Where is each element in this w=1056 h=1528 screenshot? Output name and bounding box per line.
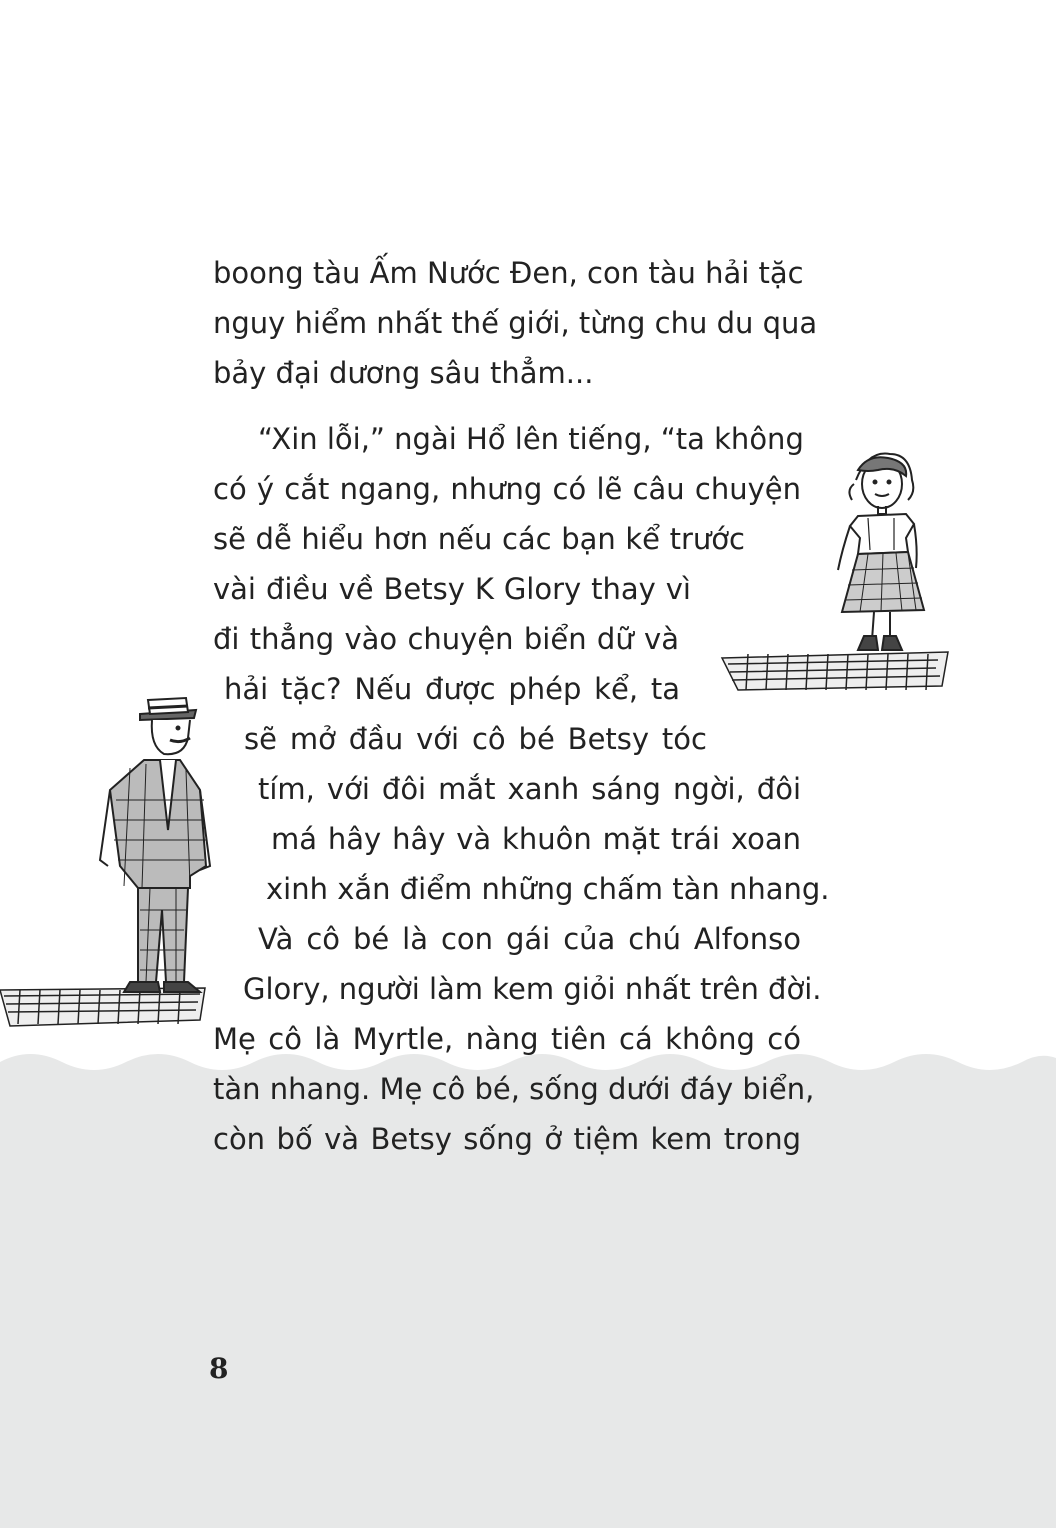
text-line: sẽ dễ hiểu hơn nếu các bạn kể trước bbox=[213, 522, 745, 556]
text-line: có ý cắt ngang, nhưng có lẽ câu chuyện bbox=[213, 472, 801, 506]
man-illustration bbox=[0, 690, 220, 1040]
text-line: còn bố và Betsy sống ở tiệm kem trong bbox=[213, 1122, 801, 1156]
text-line: má hây hây và khuôn mặt trái xoan bbox=[271, 822, 801, 856]
text-line: hải tặc? Nếu được phép kể, ta bbox=[224, 672, 680, 706]
text-line: tím, với đôi mắt xanh sáng ngời, đôi bbox=[258, 772, 801, 806]
text-line: bảy đại dương sâu thẳm... bbox=[213, 356, 594, 390]
text-line: nguy hiểm nhất thế giới, từng chu du qua bbox=[213, 306, 818, 340]
text-line: “Xin lỗi,” ngài Hổ lên tiếng, “ta không bbox=[258, 422, 804, 456]
text-line: Glory, người làm kem giỏi nhất trên đời. bbox=[243, 972, 822, 1006]
text-line: boong tàu Ấm Nước Đen, con tàu hải tặc bbox=[213, 256, 804, 290]
text-line: xinh xắn điểm những chấm tàn nhang. bbox=[266, 872, 830, 906]
text-line: vài điều về Betsy K Glory thay vì bbox=[213, 572, 691, 606]
page-number: 8 bbox=[209, 1352, 229, 1385]
text-line: tàn nhang. Mẹ cô bé, sống dưới đáy biển, bbox=[213, 1072, 815, 1106]
text-line: Và cô bé là con gái của chú Alfonso bbox=[258, 922, 801, 956]
text-line: Mẹ cô là Myrtle, nàng tiên cá không có bbox=[213, 1022, 801, 1056]
text-line: đi thẳng vào chuyện biển dữ và bbox=[213, 622, 679, 656]
text-line: sẽ mở đầu với cô bé Betsy tóc bbox=[244, 722, 707, 756]
